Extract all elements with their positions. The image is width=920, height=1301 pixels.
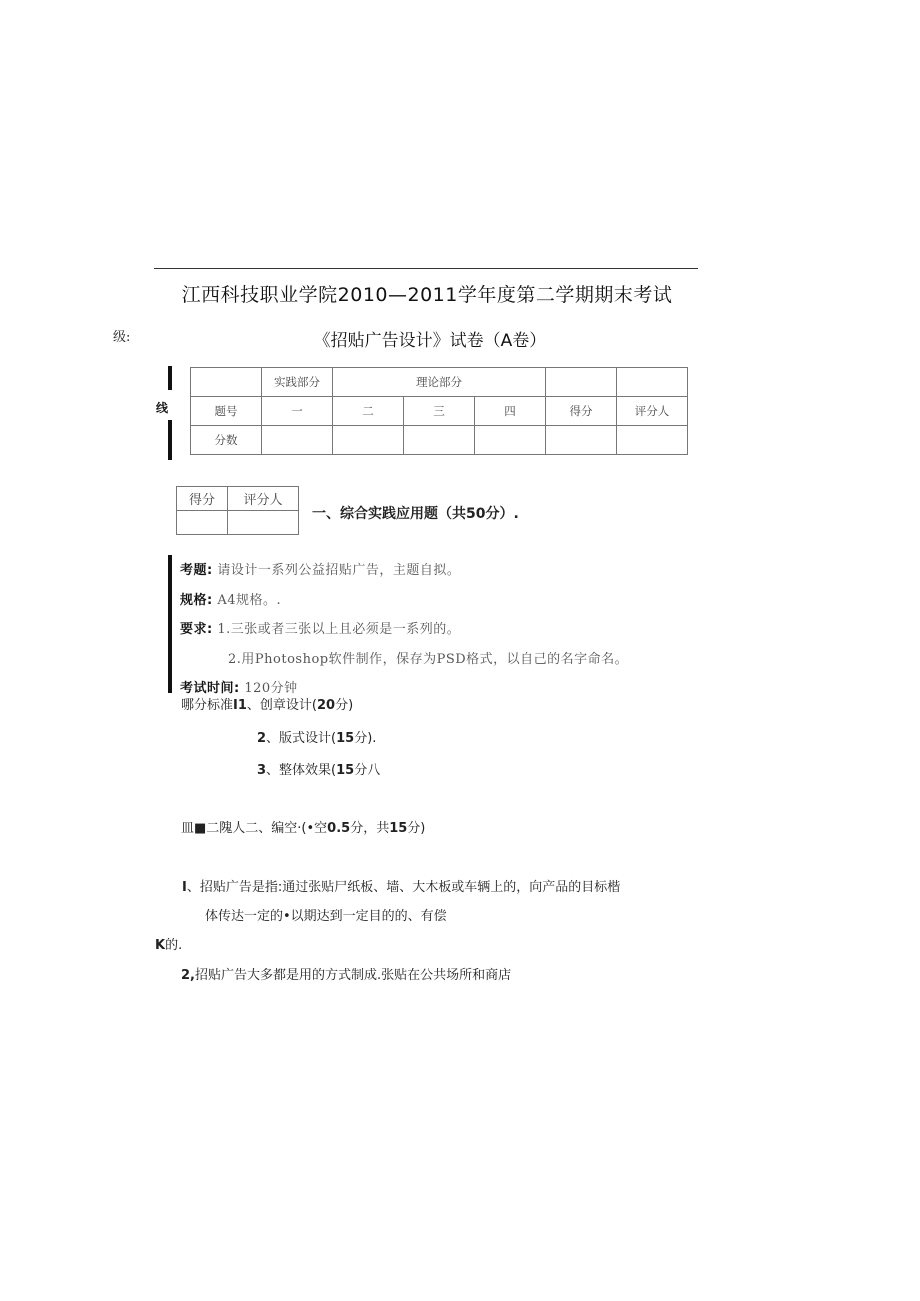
seal-line-mid bbox=[168, 420, 172, 460]
table-cell bbox=[262, 426, 333, 455]
exam-title: 江西科技职业学院2010—2011学年度第二学期期末考试 bbox=[181, 284, 673, 306]
section1-heading: 一、综合实践应用题（共50分）. bbox=[312, 506, 519, 522]
table-cell bbox=[191, 368, 262, 397]
req-label: 要求: bbox=[180, 622, 213, 637]
score-table-row bbox=[191, 426, 688, 455]
table-cell bbox=[404, 426, 475, 455]
table-cell bbox=[228, 511, 299, 535]
req-line-1 bbox=[180, 618, 460, 637]
topic-text: 请设计一系列公益招贴广告，主题自拟。 bbox=[217, 563, 461, 578]
table-cell: 得分 bbox=[546, 397, 617, 426]
question-2-line-1 bbox=[181, 964, 511, 983]
question-number: 2, bbox=[181, 968, 195, 983]
header-rule bbox=[154, 268, 698, 269]
seal-char: 线 bbox=[156, 401, 169, 415]
time-text: 120分钟 bbox=[244, 681, 298, 696]
grading-item-end: 分) bbox=[335, 698, 354, 713]
spec-label: 规格: bbox=[180, 593, 213, 608]
grading-line-1 bbox=[181, 694, 353, 713]
table-cell bbox=[546, 368, 617, 397]
spec-text: A4规格。. bbox=[217, 593, 282, 608]
grader-box-row bbox=[177, 487, 299, 511]
grader-box-row bbox=[177, 511, 299, 535]
question-1-line-1 bbox=[182, 876, 620, 895]
section2-heading-text: 分，共 bbox=[350, 821, 390, 836]
table-cell: 二 bbox=[333, 397, 404, 426]
grading-item-score: 15 bbox=[336, 763, 355, 778]
table-cell: 分数 bbox=[191, 426, 262, 455]
table-cell bbox=[177, 511, 228, 535]
seal-line-bottom bbox=[168, 555, 172, 693]
table-cell bbox=[546, 426, 617, 455]
grading-item-end: 分). bbox=[354, 731, 377, 746]
table-cell: 题号 bbox=[191, 397, 262, 426]
time-label: 考试时间: bbox=[180, 681, 240, 696]
question-text: 的. bbox=[165, 938, 183, 953]
exam-subtitle: 《招贴广告设计》试卷（A卷） bbox=[313, 331, 547, 351]
req-line-2: 2.用Photoshop软件制作，保存为PSD格式，以自己的名字命名。 bbox=[228, 652, 629, 667]
question-fragment-number: K bbox=[155, 938, 166, 953]
class-label: 级: bbox=[113, 330, 131, 345]
table-cell bbox=[617, 426, 688, 455]
grading-item-text: 、创章设计( bbox=[246, 698, 317, 713]
section2-heading bbox=[181, 817, 425, 836]
seal-line-top bbox=[168, 366, 172, 390]
section2-heading-text: 分) bbox=[407, 821, 426, 836]
table-cell: 一 bbox=[262, 397, 333, 426]
grading-item-text: 、版式设计( bbox=[266, 731, 337, 746]
grading-item-score: 15 bbox=[336, 731, 355, 746]
section2-score-each: 0.5 bbox=[327, 821, 351, 836]
grading-line-2 bbox=[257, 727, 376, 746]
grading-line-3 bbox=[257, 759, 380, 778]
table-cell: 评分人 bbox=[228, 487, 299, 511]
grading-item-number: 2 bbox=[257, 731, 267, 746]
table-cell bbox=[617, 368, 688, 397]
grading-item-number: 3 bbox=[257, 763, 267, 778]
question-text: 、招贴广告是指:通过张贴尸纸板、墙、大木板或车辆上的，向产品的目标楷 bbox=[186, 880, 621, 895]
grading-item-end: 分八 bbox=[354, 763, 381, 778]
table-cell bbox=[475, 426, 546, 455]
topic-label: 考题: bbox=[180, 563, 213, 578]
score-table-row bbox=[191, 368, 688, 397]
question-1-line-3 bbox=[155, 934, 182, 953]
question-1-line-2: 体传达一定的•以期达到一定目的的、有偿 bbox=[205, 909, 447, 924]
grading-item-number: I1 bbox=[233, 698, 247, 713]
grading-item-text: 、整体效果( bbox=[266, 763, 337, 778]
grading-item-score: 20 bbox=[316, 698, 336, 713]
req-text-1: 1.三张或者三张以上且必须是一系列的。 bbox=[217, 622, 461, 637]
grading-prefix: 哪分标准 bbox=[181, 698, 234, 713]
table-cell: 实践部分 bbox=[262, 368, 333, 397]
question-text: 招贴广告大多都是用的方式制成.张贴在公共场所和商店 bbox=[194, 968, 512, 983]
table-cell: 四 bbox=[475, 397, 546, 426]
table-cell: 理论部分 bbox=[333, 368, 546, 397]
table-cell: 评分人 bbox=[617, 397, 688, 426]
grader-box bbox=[176, 486, 299, 535]
score-table bbox=[190, 367, 688, 455]
score-table-row bbox=[191, 397, 688, 426]
question-number: I bbox=[182, 880, 187, 895]
table-cell: 得分 bbox=[177, 487, 228, 511]
spec-line bbox=[180, 589, 281, 608]
section2-score-total: 15 bbox=[389, 821, 408, 836]
section2-heading-text: 皿■二隗人二、编空·(•空 bbox=[181, 821, 328, 836]
table-cell bbox=[333, 426, 404, 455]
topic-line bbox=[180, 559, 460, 578]
table-cell: 三 bbox=[404, 397, 475, 426]
